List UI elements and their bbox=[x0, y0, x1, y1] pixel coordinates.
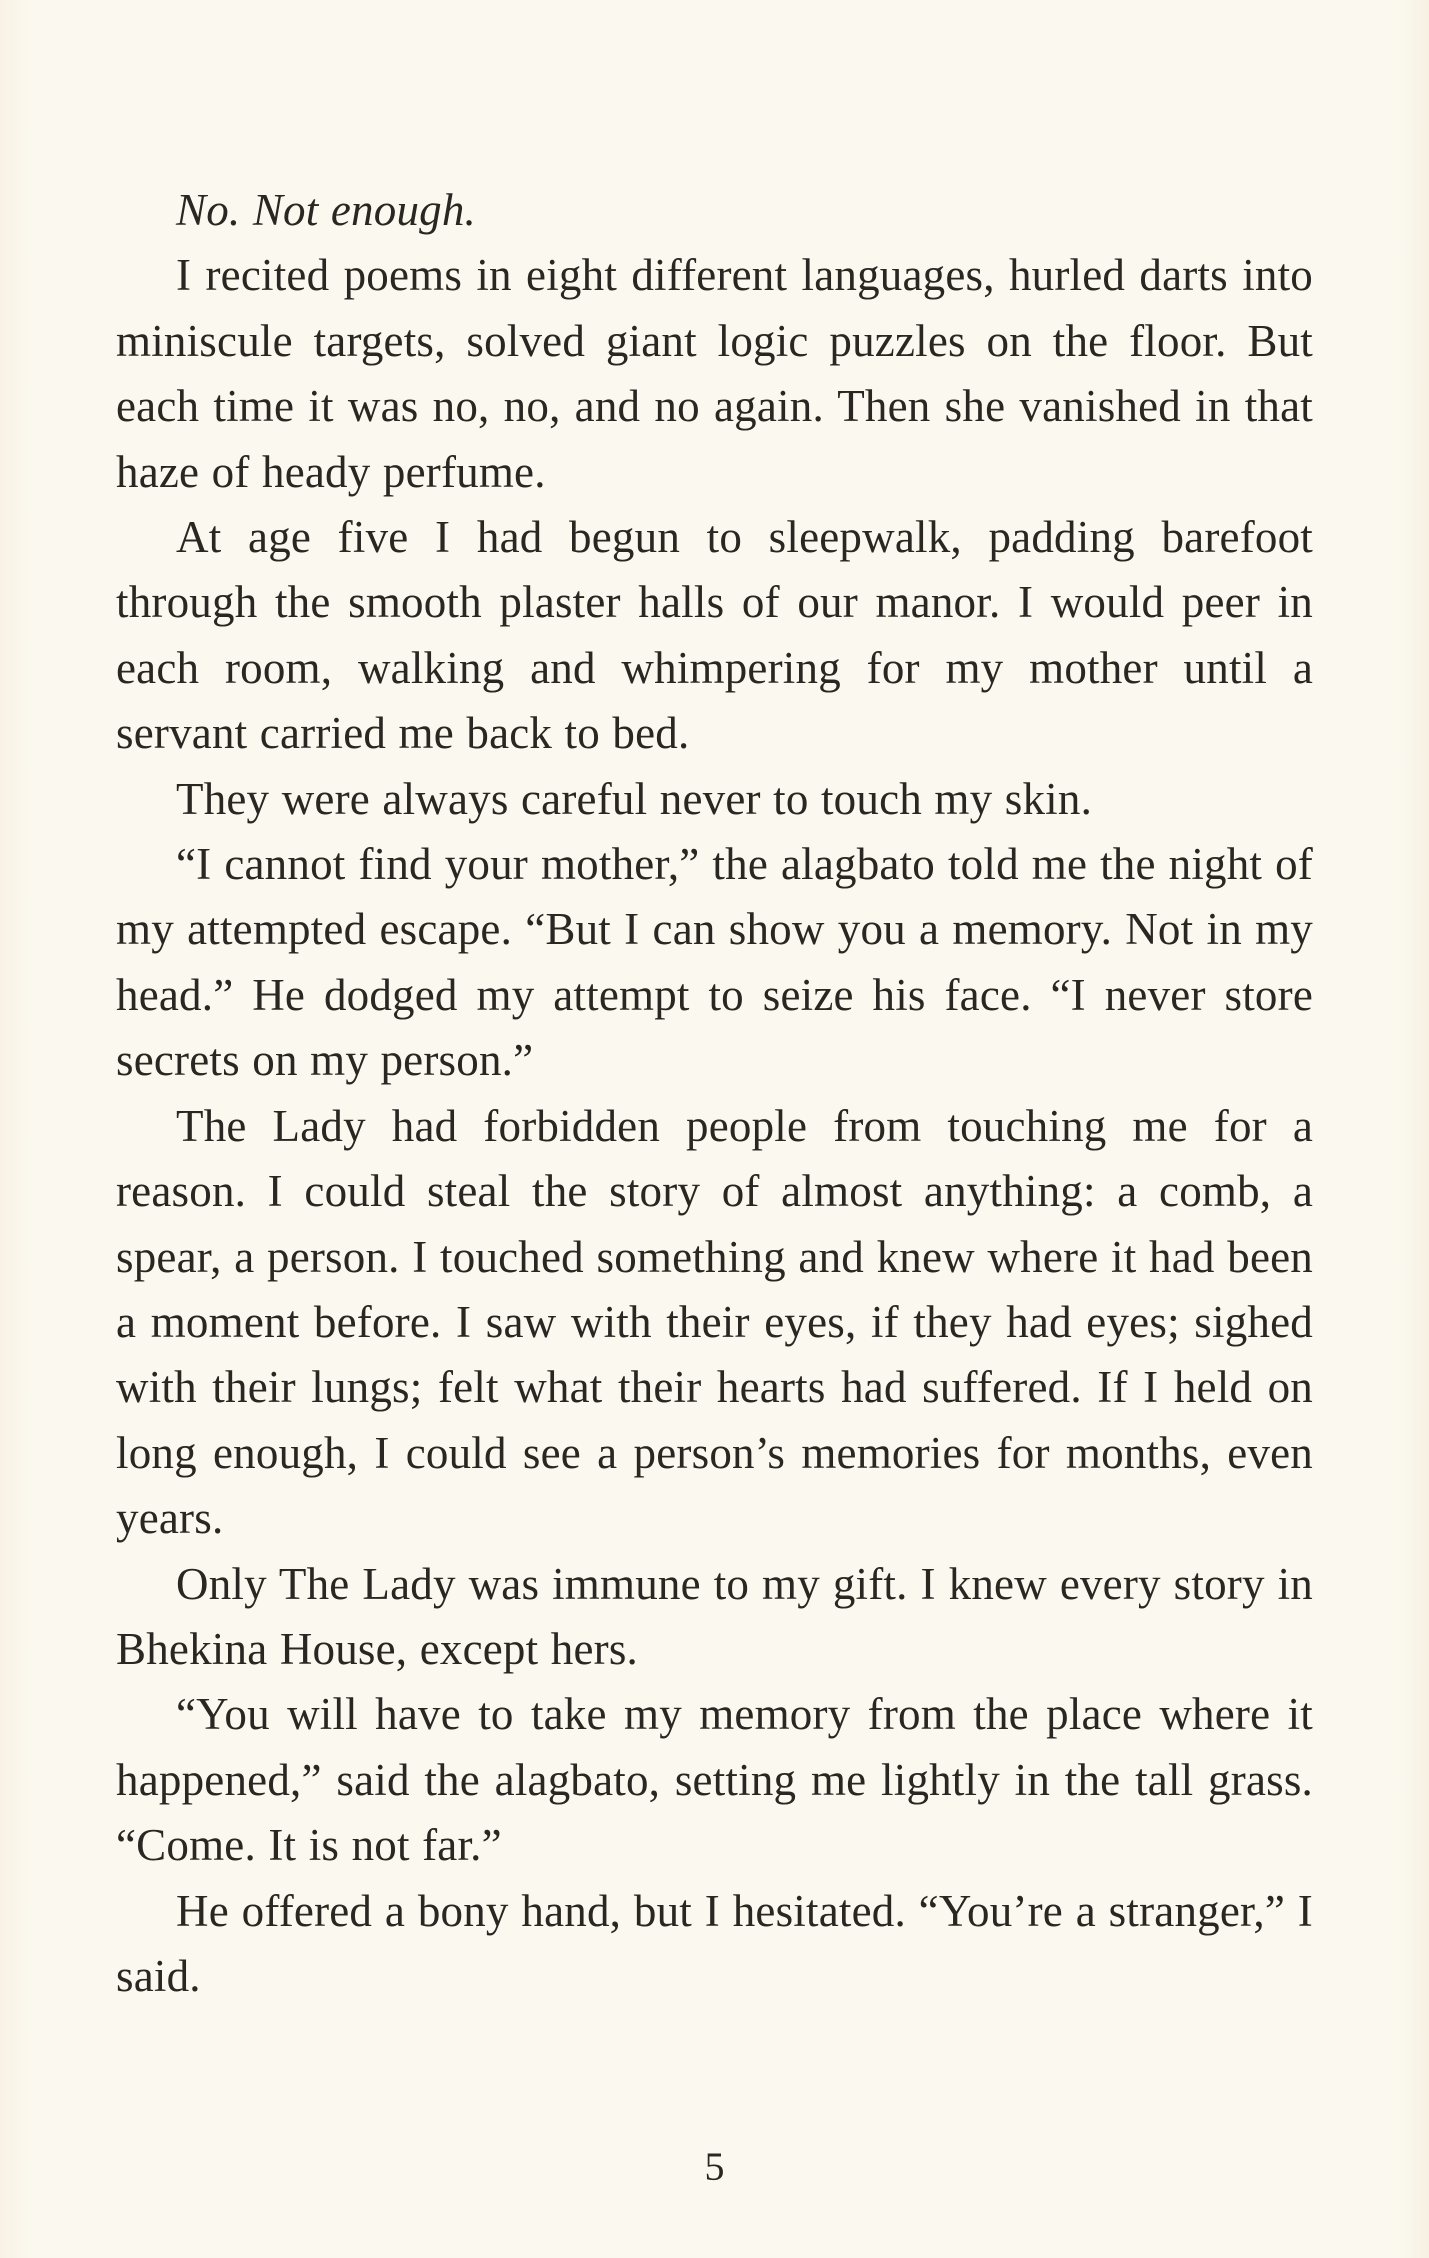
paragraph: They were always careful never to touch my skin. bbox=[176, 773, 1093, 824]
paragraph: “I cannot find your mother,” the alagbato told me the night of my attempted escape. “But I can show you a memory. Not in my head.” He dodged my attempt to seize his face. “I never store secrets on my person.” bbox=[116, 839, 1313, 1086]
paragraph: “You will have to take my memory from the place where it happened,” said the alagbato, setting me lightly in the tall grass. “Come. It is not far.” bbox=[116, 1689, 1313, 1871]
body-text bbox=[116, 178, 1313, 2009]
paragraph: The Lady had forbidden people from touching me for a reason. I could steal the story of almost anything: a comb, a spear, a person. I touched something and knew where it had been a moment before. I saw with their eyes, if they had eyes; sighed with their lungs; felt what their hearts had suffered. If I held on long enough, I could see a person’s memories for months, even years. bbox=[116, 1100, 1313, 1544]
paragraph-italic-opening: No. Not enough. bbox=[176, 185, 477, 235]
paragraph: He offered a bony hand, but I hesitated. “You’re a stranger,” I said. bbox=[116, 1885, 1313, 2001]
paragraph: I recited poems in eight different languages, hurled darts into miniscule targets, solved giant logic puzzles on the floor. But each time it was no, no, and no again. Then she vanished in that haze of heady perfume. bbox=[116, 250, 1313, 497]
paragraph: Only The Lady was immune to my gift. I knew every story in Bhekina House, except hers. bbox=[116, 1558, 1313, 1674]
page-number: 5 bbox=[704, 2144, 725, 2189]
paragraph: At age five I had begun to sleepwalk, padding barefoot through the smooth plaster halls of our manor. I would peer in each room, walking and whimpering for my mother until a servant carried me back to bed. bbox=[116, 512, 1313, 759]
